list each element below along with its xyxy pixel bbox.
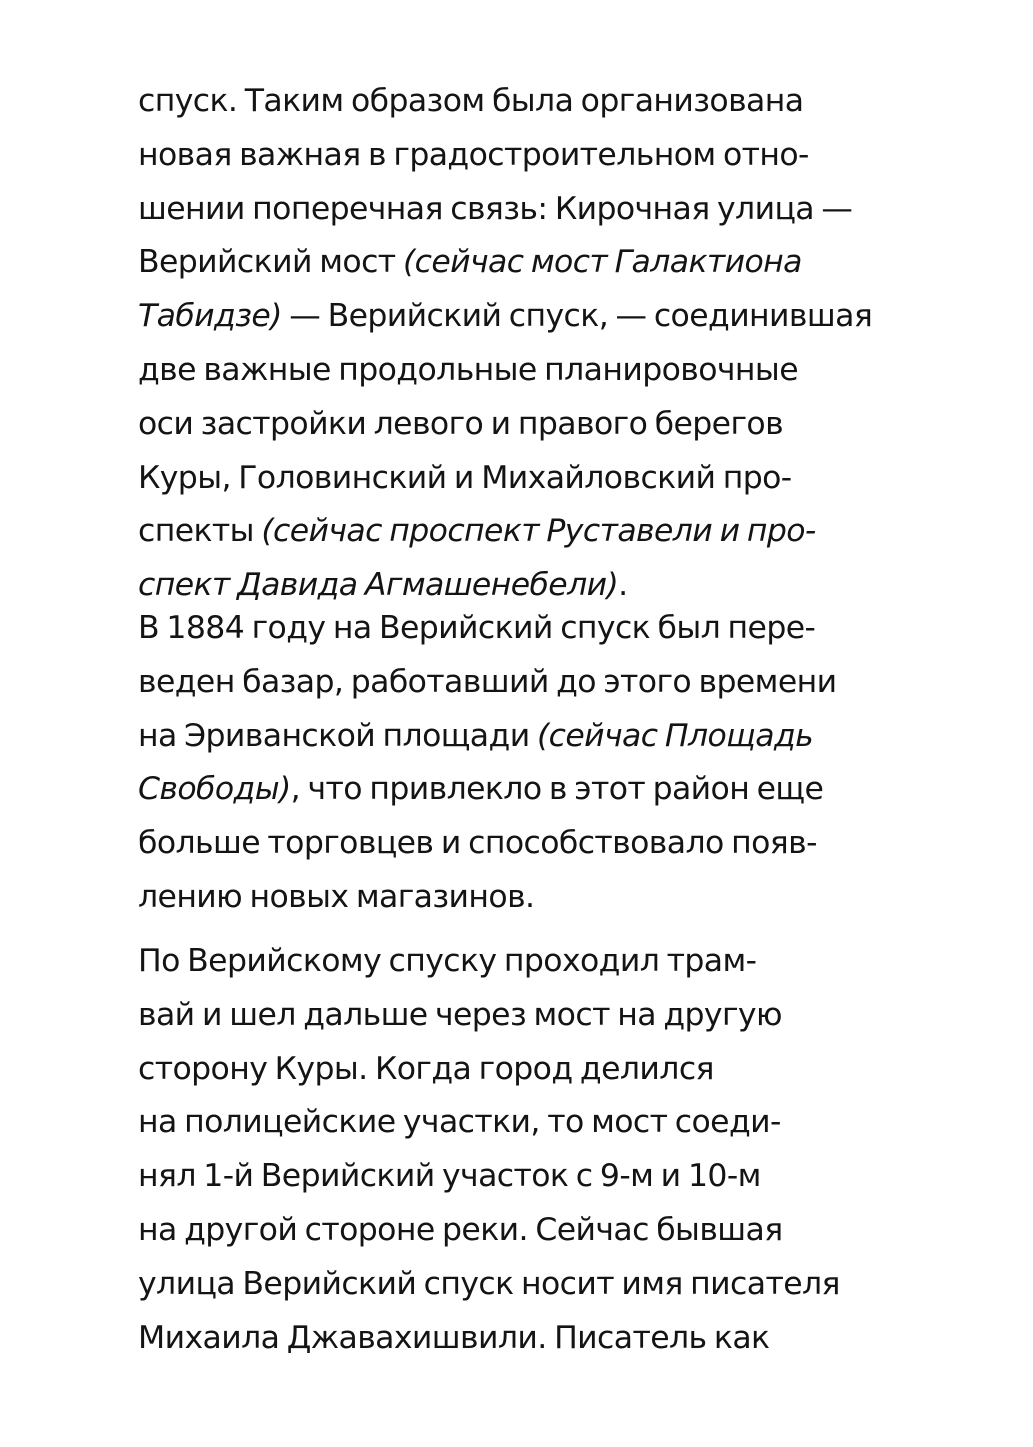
italic-text-segment: (сейчас проспект Руставели и про- bbox=[261, 513, 816, 550]
text-segment: две важные продольные планировочные bbox=[138, 351, 798, 388]
text-line bbox=[138, 129, 1018, 183]
text-segment: вай и шел дальше через мост на другую bbox=[138, 996, 782, 1033]
text-segment: шении поперечная связь: Кирочная улица — bbox=[138, 190, 853, 227]
text-line bbox=[138, 1096, 1018, 1150]
italic-text-segment: (сейчас мост Галактиона bbox=[402, 244, 802, 281]
text-line bbox=[138, 817, 1018, 871]
italic-text-segment: Свободы) bbox=[138, 771, 291, 808]
text-line bbox=[138, 398, 1018, 452]
text-segment: на полицейские участки, то мост соеди- bbox=[138, 1104, 781, 1141]
text-line bbox=[138, 1204, 1018, 1258]
text-line bbox=[138, 183, 1018, 237]
text-line bbox=[138, 935, 1018, 989]
text-segment: сторону Куры. Когда город делился bbox=[138, 1050, 714, 1087]
italic-text-segment: спект Давида Агмашенебели) bbox=[138, 567, 619, 604]
italic-text-segment: Табидзе) bbox=[138, 298, 282, 335]
text-segment: Куры, Головинский и Михайловский про- bbox=[138, 459, 792, 496]
text-line bbox=[138, 1043, 1018, 1097]
text-line bbox=[138, 1312, 1018, 1366]
text-segment: , что привлекло в этот район еще bbox=[290, 771, 824, 808]
text-segment: Верийский мост bbox=[138, 244, 403, 281]
text-segment: спуск. Таким образом была организована bbox=[138, 83, 804, 119]
text-line bbox=[138, 1150, 1018, 1204]
italic-text-segment: (сейчас Площадь bbox=[536, 717, 814, 754]
paragraph-3 bbox=[138, 935, 1018, 1365]
text-segment: По Верийскому спуску проходил трам- bbox=[138, 943, 757, 979]
text-segment: оси застройки левого и правого берегов bbox=[138, 405, 784, 442]
text-segment: — Верийский спуск, — соединившая bbox=[281, 298, 873, 335]
text-line bbox=[138, 871, 1018, 925]
text-segment: больше торговцев и способствовало появ- bbox=[138, 825, 817, 862]
text-line bbox=[138, 656, 1018, 710]
text-line bbox=[138, 236, 1018, 290]
text-line bbox=[138, 452, 1018, 506]
text-line bbox=[138, 989, 1018, 1043]
text-line bbox=[138, 344, 1018, 398]
text-segment: веден базар, работавший до этого времени bbox=[138, 663, 837, 700]
text-segment: В 1884 году на Верийский спуск был пере- bbox=[138, 610, 816, 646]
text-segment: нял 1-й Верийский участок с 9-м и 10-м bbox=[138, 1158, 761, 1195]
text-segment: . bbox=[618, 567, 628, 604]
text-segment: улица Верийский спуск носит имя писателя bbox=[138, 1265, 840, 1302]
text-line bbox=[138, 710, 1018, 764]
text-line bbox=[138, 1258, 1018, 1312]
text-segment: лению новых магазинов. bbox=[138, 878, 535, 915]
text-segment: на другой стороне реки. Сейчас бывшая bbox=[138, 1211, 783, 1248]
text-line bbox=[138, 290, 1018, 344]
text-line bbox=[138, 763, 1018, 817]
text-segment: спекты bbox=[138, 513, 262, 550]
text-segment: Михаила Джавахишвили. Писатель как bbox=[138, 1319, 770, 1356]
text-line bbox=[138, 602, 1018, 656]
text-segment: новая важная в градостроительном отно- bbox=[138, 136, 809, 173]
paragraph-1 bbox=[138, 75, 1018, 613]
paragraph-2 bbox=[138, 602, 1018, 925]
text-line bbox=[138, 75, 1018, 129]
text-segment: на Эриванской площади bbox=[138, 717, 537, 754]
text-line bbox=[138, 505, 1018, 559]
